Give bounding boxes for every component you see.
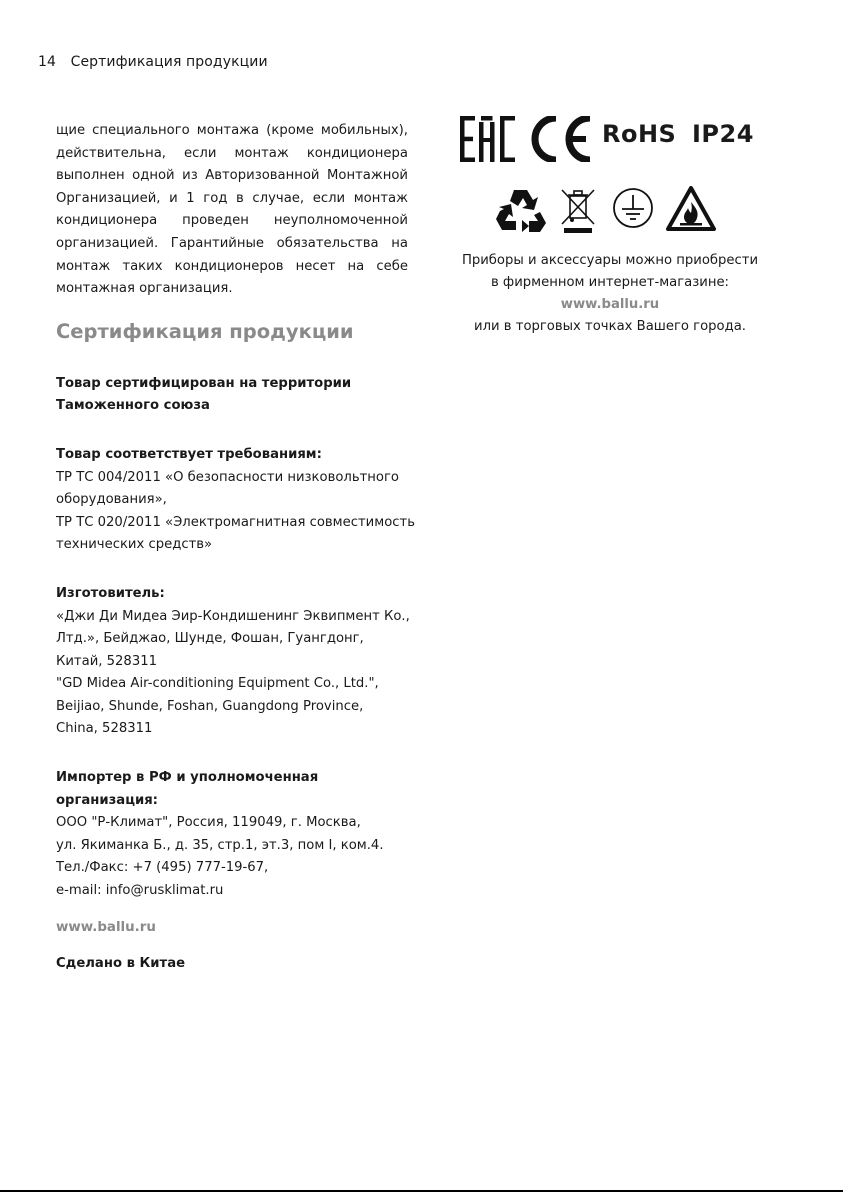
shop-line: в фирменном интернет-магазине:: [490, 275, 730, 290]
requirement-line: ТР ТС 004/2011 «О безопасности низковольтного: [56, 469, 399, 485]
rohs-mark: RoHS: [602, 120, 677, 148]
manufacturer-line: China, 528311: [56, 721, 153, 737]
requirements-block: [56, 444, 415, 557]
ip-rating-mark: IP24: [692, 120, 754, 148]
recycle-icon: [496, 188, 546, 232]
flammable-warning-icon: [666, 186, 716, 232]
manufacturer-block: [56, 583, 408, 741]
made-in-label: Сделано в Китае: [56, 956, 186, 972]
importer-line: ул. Якиманка Б., д. 35, стр.1, эт.3, пом I, ком.4.: [56, 837, 384, 853]
shop-info: [440, 250, 780, 338]
ce-mark-icon: [528, 116, 594, 162]
certified-line: Таможенного союза: [56, 398, 210, 414]
certification-marks: [440, 112, 780, 166]
weee-crossed-bin-icon: [558, 186, 598, 234]
manufacturer-line: «Джи Ди Мидеа Эир-Кондишенинг Эквипмент Ко.,: [56, 608, 410, 624]
manufacturer-line: Китай, 528311: [56, 653, 157, 669]
right-column: [440, 112, 780, 334]
page-header-title: Сертификация продукции: [70, 54, 268, 70]
certified-block: [56, 373, 408, 418]
manufacturer-line: Beijiao, Shunde, Foshan, Guangdong Province,: [56, 698, 364, 714]
requirement-line: оборудования»,: [56, 492, 167, 508]
intro-paragraph: щие специального монтажа (кроме мобильных), действительна, если монтаж кондиционера выполнен одной из Авторизованной Монтажной Организацией, и 1 год в случае, если монтаж кондиционера проведен неуполномоченной организацией. Гарантийные обязательства на монтаж таких кондиционеров несет на себе монтажная организация.: [56, 123, 408, 297]
page-header: [38, 54, 268, 70]
eac-mark-icon: [460, 116, 518, 162]
manufacturer-line: Лтд.», Бейджао, Шунде, Фошан, Гуангдонг,: [56, 631, 364, 647]
importer-heading: организация:: [56, 792, 158, 808]
shop-line: или в торговых точках Вашего города.: [474, 319, 746, 334]
importer-heading: Импортер в РФ и уполномоченная: [56, 770, 319, 786]
shop-line: Приборы и аксессуары можно приобрести: [461, 253, 759, 268]
requirement-line: ТР ТС 020/2011 «Электромагнитная совместимость: [56, 514, 415, 530]
importer-line: e-mail: info@rusklimat.ru: [56, 883, 224, 899]
manufacturer-heading: Изготовитель:: [56, 585, 165, 601]
website-link[interactable]: www.ballu.ru: [56, 919, 156, 935]
safety-icons-row: [496, 186, 736, 236]
manufacturer-line: "GD Midea Air-conditioning Equipment Co., Ltd.",: [56, 676, 379, 692]
requirement-line: технических средств»: [56, 537, 213, 553]
importer-block: [56, 767, 408, 903]
certified-line: Товар сертифицирован на территории: [56, 375, 352, 391]
left-column: [56, 120, 415, 976]
shop-website-link[interactable]: www.ballu.ru: [560, 297, 660, 312]
section-title: Сертификация продукции: [56, 319, 354, 343]
requirements-heading: Товар соответствует требованиям:: [56, 446, 322, 462]
protective-earth-icon: [612, 187, 654, 229]
importer-line: ООО "Р-Климат", Россия, 119049, г. Москва,: [56, 815, 361, 831]
page-number: 14: [38, 54, 57, 70]
importer-line: Тел./Факс: +7 (495) 777-19-67,: [56, 860, 269, 876]
